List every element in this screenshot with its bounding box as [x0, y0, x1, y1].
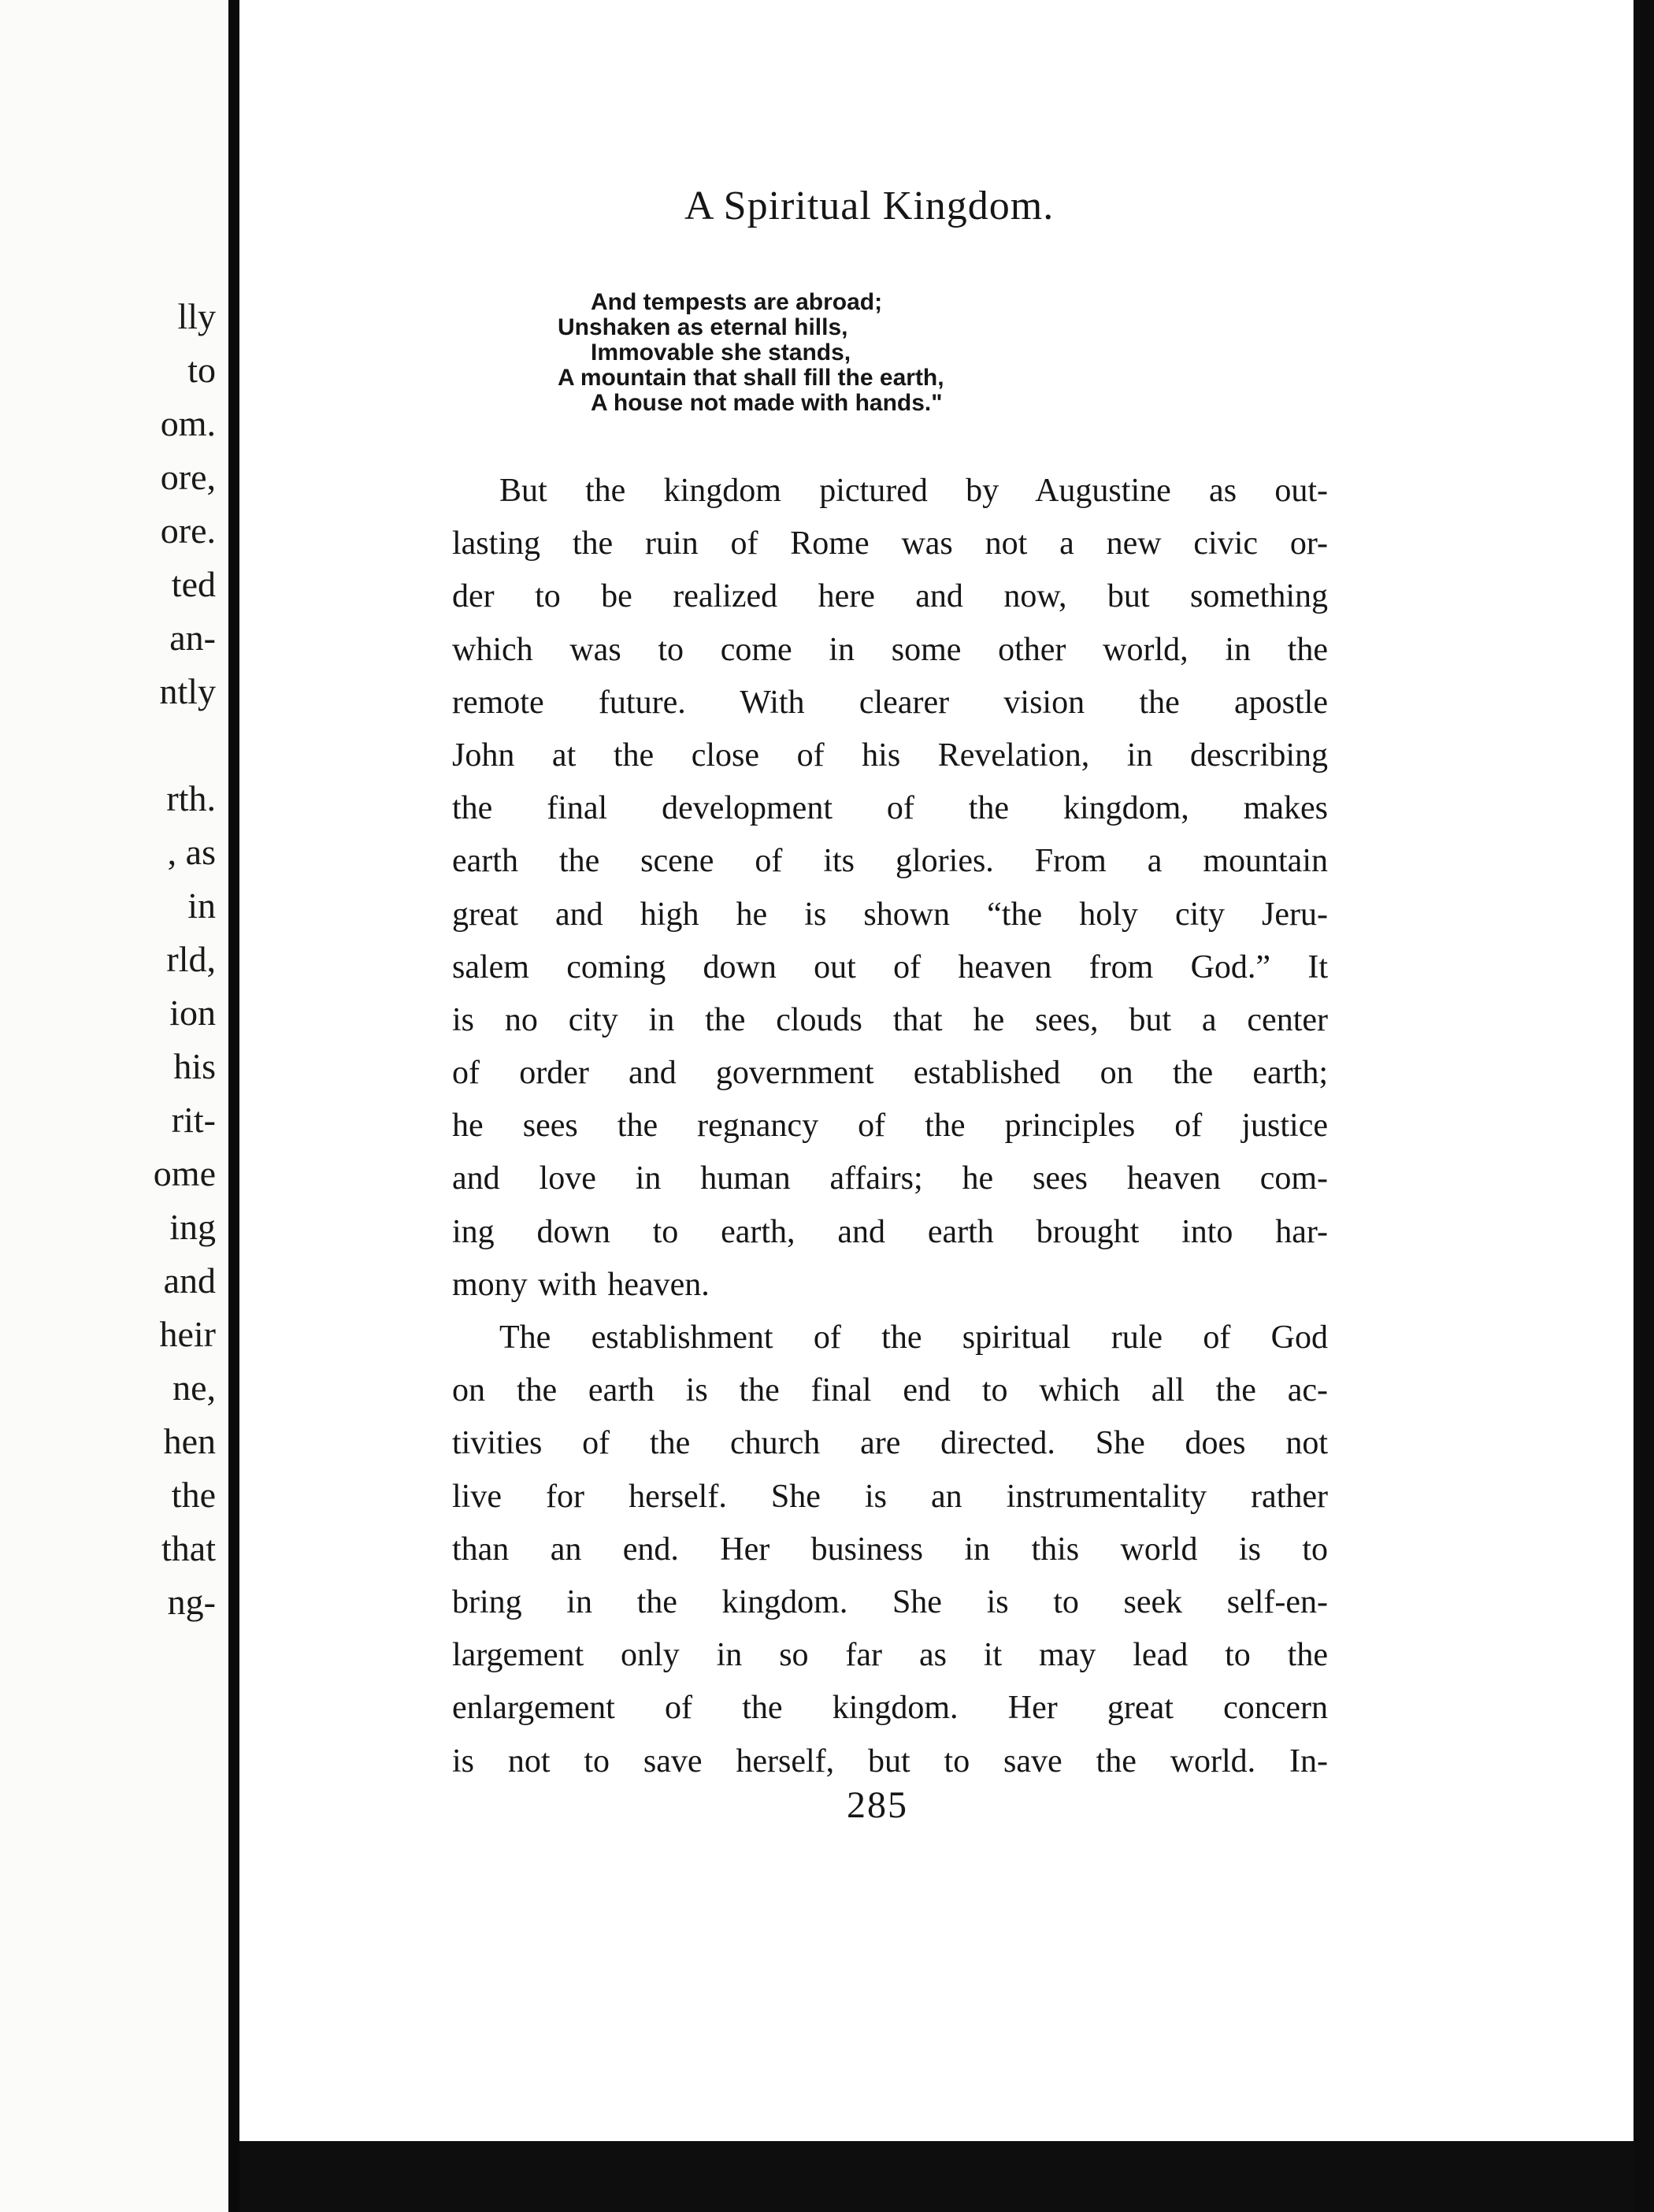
- poem-line: Unshaken as eternal hills,: [558, 314, 848, 340]
- text-line: of order and government established on the earth;: [452, 1055, 1328, 1092]
- line-fragment: to: [187, 350, 216, 390]
- line-fragment: lly: [177, 296, 216, 336]
- line-fragment: ne,: [172, 1368, 216, 1408]
- text-line: largement only in so far as it may lead to the: [452, 1637, 1328, 1674]
- text-line: earth the scene of its glories. From a mountain: [452, 843, 1328, 880]
- page-number: 285: [847, 1784, 908, 1826]
- text-line: lasting the ruin of Rome was not a new civic or-: [452, 525, 1328, 562]
- line-fragment: om.: [160, 403, 216, 444]
- text-line: But the kingdom pictured by Augustine as out-: [499, 473, 1328, 509]
- text-line: is no city in the clouds that he sees, but a center: [452, 1001, 1328, 1038]
- poem-line: Immovable she stands,: [591, 340, 851, 366]
- paragraph-1: [452, 465, 1328, 1312]
- poem-line: A house not made with hands.": [591, 390, 943, 416]
- text-line: which was to come in some other world, in the: [452, 631, 1328, 668]
- text-line: remote future. With clearer vision the apostle: [452, 684, 1328, 721]
- text-line: he sees the regnancy of the principles of justice: [452, 1108, 1328, 1145]
- text-line: der to be realized here and now, but something: [452, 578, 1328, 615]
- line-fragment: rit-: [171, 1100, 216, 1140]
- line-fragment: an-: [169, 618, 216, 658]
- line-fragment: ted: [171, 564, 216, 604]
- text-line: John at the close of his Revelation, in describing: [452, 737, 1328, 774]
- line-fragment: [154, 718, 216, 772]
- text-line: than an end. Her business in this world is to: [452, 1531, 1328, 1568]
- text-line: enlargement of the kingdom. Her great concern: [452, 1690, 1328, 1727]
- text-line: salem coming down out of heaven from God.” It: [452, 948, 1328, 985]
- line-fragment: the: [171, 1475, 216, 1515]
- book-gutter: [228, 0, 239, 2212]
- text-line: on the earth is the final end to which all the ac-: [452, 1372, 1328, 1409]
- poem-line: A mountain that shall fill the earth,: [558, 365, 944, 391]
- line-fragment: ing: [169, 1207, 216, 1247]
- poem-quotation: [558, 290, 944, 416]
- line-fragment: and: [163, 1260, 216, 1301]
- poem-line: And tempests are abroad;: [591, 289, 883, 315]
- text-line: tivities of the church are directed. She does not: [452, 1425, 1328, 1462]
- body-text: [452, 465, 1328, 1788]
- line-fragment: ion: [169, 993, 216, 1033]
- previous-page-line-endings: [154, 290, 216, 1629]
- line-fragment: ore,: [160, 457, 216, 497]
- line-fragment: ng-: [167, 1582, 216, 1622]
- line-fragment: that: [161, 1528, 216, 1568]
- text-line: mony with heaven.: [452, 1266, 710, 1303]
- line-fragment: ome: [153, 1153, 216, 1193]
- text-line: ing down to earth, and earth brought into har-: [452, 1213, 1328, 1250]
- scan-border: [1634, 0, 1654, 2212]
- paragraph-2: [452, 1312, 1328, 1788]
- line-fragment: rth.: [166, 778, 216, 818]
- line-fragment: heir: [159, 1314, 216, 1354]
- text-line: great and high he is shown “the holy city Jeru-: [452, 896, 1328, 933]
- line-fragment: his: [173, 1046, 216, 1086]
- line-fragment: hen: [163, 1421, 216, 1461]
- text-line: the final development of the kingdom, makes: [452, 790, 1328, 827]
- line-fragment: ore.: [160, 510, 216, 551]
- text-line: The establishment of the spiritual rule of God: [499, 1319, 1328, 1356]
- running-header: A Spiritual Kingdom.: [684, 184, 1055, 228]
- text-line: live for herself. She is an instrumentality rather: [452, 1478, 1328, 1515]
- line-fragment: rld,: [166, 939, 216, 979]
- text-line: and love in human affairs; he sees heaven com-: [452, 1160, 1328, 1197]
- line-fragment: , as: [167, 832, 216, 872]
- previous-page-edge: [0, 0, 228, 2212]
- line-fragment: ntly: [159, 671, 216, 711]
- text-line: is not to save herself, but to save the world. In-: [452, 1743, 1328, 1780]
- line-fragment: in: [187, 885, 216, 926]
- text-line: bring in the kingdom. She is to seek self-en-: [452, 1583, 1328, 1620]
